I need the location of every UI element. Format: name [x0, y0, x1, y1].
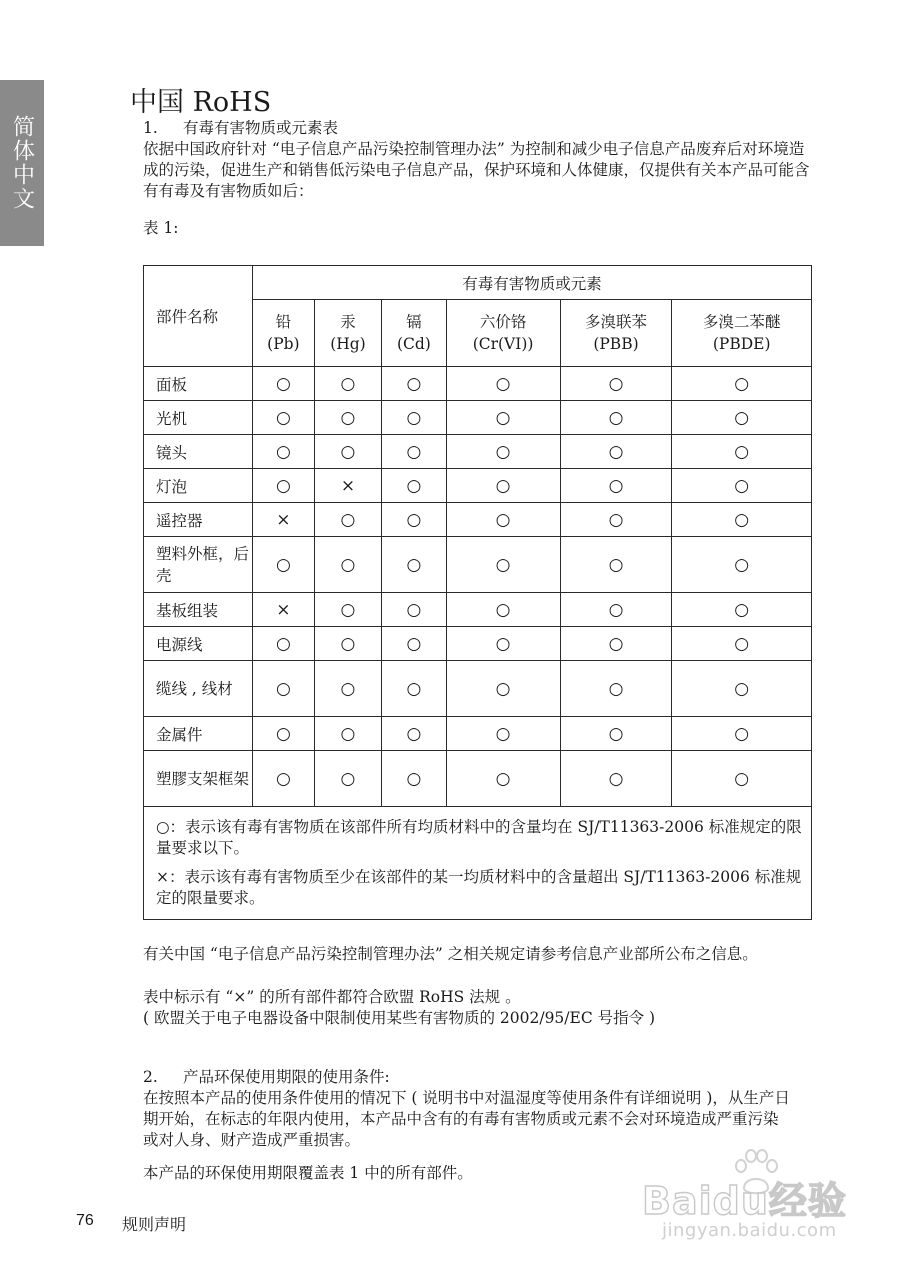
part-name-cell: 电源线	[144, 627, 253, 661]
language-tab[interactable]: 简体中文	[0, 80, 44, 246]
part-name-cell: 塑料外框，后壳	[144, 537, 253, 593]
part-name-cell: 镜头	[144, 435, 253, 469]
substance-mark-cell: ○	[253, 661, 315, 717]
substance-mark-cell: ○	[672, 751, 812, 807]
substance-name: 铅	[275, 313, 292, 331]
substance-mark-cell: ○	[446, 537, 560, 593]
substance-mark-cell: ○	[446, 367, 560, 401]
substance-mark-cell: ○	[560, 401, 672, 435]
substance-mark-cell: ○	[382, 627, 446, 661]
substance-mark-cell: ○	[314, 367, 381, 401]
substance-mark-cell: ○	[382, 503, 446, 537]
substance-header	[314, 300, 381, 367]
substance-header	[253, 300, 315, 367]
substance-mark-cell: ○	[672, 435, 812, 469]
part-name-cell: 金属件	[144, 717, 253, 751]
substance-mark-cell: ○	[672, 627, 812, 661]
substance-mark-cell: ×	[253, 593, 315, 627]
table-row	[144, 751, 812, 807]
substance-mark-cell: ○	[382, 661, 446, 717]
substance-mark-cell: ○	[446, 435, 560, 469]
substance-mark-cell: ○	[314, 435, 381, 469]
part-name-cell: 灯泡	[144, 469, 253, 503]
substance-mark-cell: ○	[560, 435, 672, 469]
table-body	[144, 367, 812, 807]
table-row	[144, 435, 812, 469]
table-legend	[144, 807, 812, 920]
table-row	[144, 503, 812, 537]
substance-mark-cell: ○	[672, 593, 812, 627]
substance-mark-cell: ○	[314, 717, 381, 751]
section-2-number: 2.	[143, 1068, 158, 1086]
substance-mark-cell: ○	[253, 627, 315, 661]
substance-header	[446, 300, 560, 367]
substance-mark-cell: ○	[560, 627, 672, 661]
substance-mark-cell: ○	[253, 751, 315, 807]
substance-mark-cell: ○	[672, 367, 812, 401]
substance-mark-cell: ○	[672, 469, 812, 503]
substance-mark-cell: ○	[446, 401, 560, 435]
substance-mark-cell: ○	[672, 661, 812, 717]
substance-name: 多溴二苯醚	[702, 313, 781, 331]
substance-mark-cell: ○	[314, 537, 381, 593]
substance-mark-cell: ○	[382, 401, 446, 435]
substance-mark-cell: ○	[560, 367, 672, 401]
substance-mark-cell: ○	[253, 717, 315, 751]
baidu-watermark	[642, 1148, 892, 1248]
section-2-title: 产品环保使用期限的使用条件:	[183, 1068, 390, 1086]
legend-cross: ×：表示该有毒有害物质至少在该部件的某一均质材料中的含量超出 SJ/T11363-2006 标准规定的限量要求。	[156, 868, 802, 907]
page-number: 76	[76, 1212, 94, 1229]
substance-mark-cell: ×	[314, 469, 381, 503]
substance-symbol: (PBDE)	[712, 335, 771, 353]
section-1-heading	[143, 118, 338, 139]
substance-mark-cell: ○	[253, 435, 315, 469]
substance-mark-cell: ○	[382, 367, 446, 401]
substance-header	[382, 300, 446, 367]
legend-circle: ○：表示该有毒有害物质在该部件所有均质材料中的含量均在 SJ/T11363-2006 标准规定的限量要求以下。	[156, 818, 802, 857]
substance-name: 镉	[406, 313, 422, 331]
substance-mark-cell: ○	[560, 593, 672, 627]
substance-mark-cell: ○	[446, 751, 560, 807]
footer-section-label: 规则声明	[122, 1215, 187, 1234]
section-1-intro: 依据中国政府针对 “电子信息产品污染控制管理办法” 为控制和减少电子信息产品废弃后对环境造成的污染，促进生产和销售低污染电子信息产品，保护环境和人体健康，仅提供有关本产品可能含有有毒及有害物质如后：	[143, 140, 810, 200]
substance-mark-cell: ○	[672, 537, 812, 593]
table-row	[144, 717, 812, 751]
table-label: 表 1:	[143, 219, 179, 237]
substance-mark-cell: ○	[382, 751, 446, 807]
substance-mark-cell: ○	[560, 717, 672, 751]
part-name-cell: 遥控器	[144, 503, 253, 537]
substance-mark-cell: ○	[560, 537, 672, 593]
substance-mark-cell: ○	[446, 469, 560, 503]
substance-mark-cell: ○	[446, 661, 560, 717]
substance-mark-cell: ○	[253, 401, 315, 435]
substance-mark-cell: ○	[446, 593, 560, 627]
substance-mark-cell: ○	[672, 717, 812, 751]
section-2-coverage: 本产品的环保使用期限覆盖表 1 中的所有部件。	[143, 1164, 473, 1182]
table-row	[144, 593, 812, 627]
notes-line-3: ( 欧盟关于电子电器设备中限制使用某些有害物质的 2002/95/EC 号指令 )	[143, 1009, 656, 1027]
section-2-body: 在按照本产品的使用条件使用的情况下 ( 说明书中对温湿度等使用条件有详细说明 )，从生产日期开始，在标志的年限内使用，本产品中含有的有毒有害物质或元素不会对环境造成严重污染或对人身、财产造成严重损害。	[143, 1089, 790, 1149]
substance-mark-cell: ○	[446, 627, 560, 661]
substance-symbol: (Pb)	[267, 335, 300, 353]
part-name-cell: 塑膠支架框架	[144, 751, 253, 807]
substance-mark-cell: ○	[314, 401, 381, 435]
substance-mark-cell: ○	[672, 503, 812, 537]
substance-mark-cell: ○	[672, 401, 812, 435]
substance-name: 多溴联苯	[584, 313, 647, 331]
part-name-cell: 缆线 , 线材	[144, 661, 253, 717]
hazardous-substances-table	[143, 265, 812, 920]
substance-symbol: (Hg)	[330, 335, 366, 353]
table-row	[144, 367, 812, 401]
substance-mark-cell: ○	[253, 537, 315, 593]
substance-name: 六价铬	[479, 313, 527, 331]
substances-group-header: 有毒有害物质或元素	[253, 266, 812, 300]
substance-mark-cell: ×	[253, 503, 315, 537]
table-row	[144, 469, 812, 503]
table-row	[144, 401, 812, 435]
substance-mark-cell: ○	[314, 751, 381, 807]
substance-mark-cell: ○	[382, 717, 446, 751]
page-title: 中国 RoHS	[130, 87, 272, 118]
substance-symbol: (Cd)	[396, 335, 431, 353]
section-1-number: 1.	[143, 119, 158, 137]
substance-symbol: (PBB)	[593, 335, 639, 353]
part-name-cell: 基板组装	[144, 593, 253, 627]
part-name-cell: 光机	[144, 401, 253, 435]
substance-mark-cell: ○	[446, 717, 560, 751]
section-2-heading	[143, 1067, 390, 1088]
table-row	[144, 661, 812, 717]
substance-mark-cell: ○	[446, 503, 560, 537]
substance-mark-cell: ○	[382, 537, 446, 593]
table-row	[144, 627, 812, 661]
substance-header	[672, 300, 812, 367]
substance-mark-cell: ○	[382, 435, 446, 469]
substance-name: 汞	[340, 313, 356, 331]
substance-mark-cell: ○	[314, 627, 381, 661]
substance-mark-cell: ○	[560, 469, 672, 503]
section-1-title: 有毒有害物质或元素表	[183, 119, 339, 137]
substance-mark-cell: ○	[253, 469, 315, 503]
watermark-url: jingyan.baidu.com	[662, 1220, 837, 1241]
substance-mark-cell: ○	[314, 593, 381, 627]
substance-mark-cell: ○	[560, 503, 672, 537]
table-row	[144, 537, 812, 593]
part-name-cell: 面板	[144, 367, 253, 401]
substance-mark-cell: ○	[560, 661, 672, 717]
substance-header	[560, 300, 672, 367]
substance-mark-cell: ○	[314, 661, 381, 717]
substance-mark-cell: ○	[314, 503, 381, 537]
substance-mark-cell: ○	[253, 367, 315, 401]
watermark-logo: Baidu经验	[642, 1179, 847, 1223]
substance-mark-cell: ○	[382, 469, 446, 503]
substance-symbol: (Cr(VI))	[472, 335, 534, 353]
notes-line-2: 表中标示有 “×” 的所有部件都符合欧盟 RoHS 法规 。	[143, 988, 521, 1006]
notes-line-1: 有关中国 “电子信息产品污染控制管理办法” 之相关规定请参考信息产业部所公布之信息。	[143, 945, 758, 963]
substance-mark-cell: ○	[560, 751, 672, 807]
substance-mark-cell: ○	[382, 593, 446, 627]
part-name-header: 部件名称	[144, 266, 253, 367]
